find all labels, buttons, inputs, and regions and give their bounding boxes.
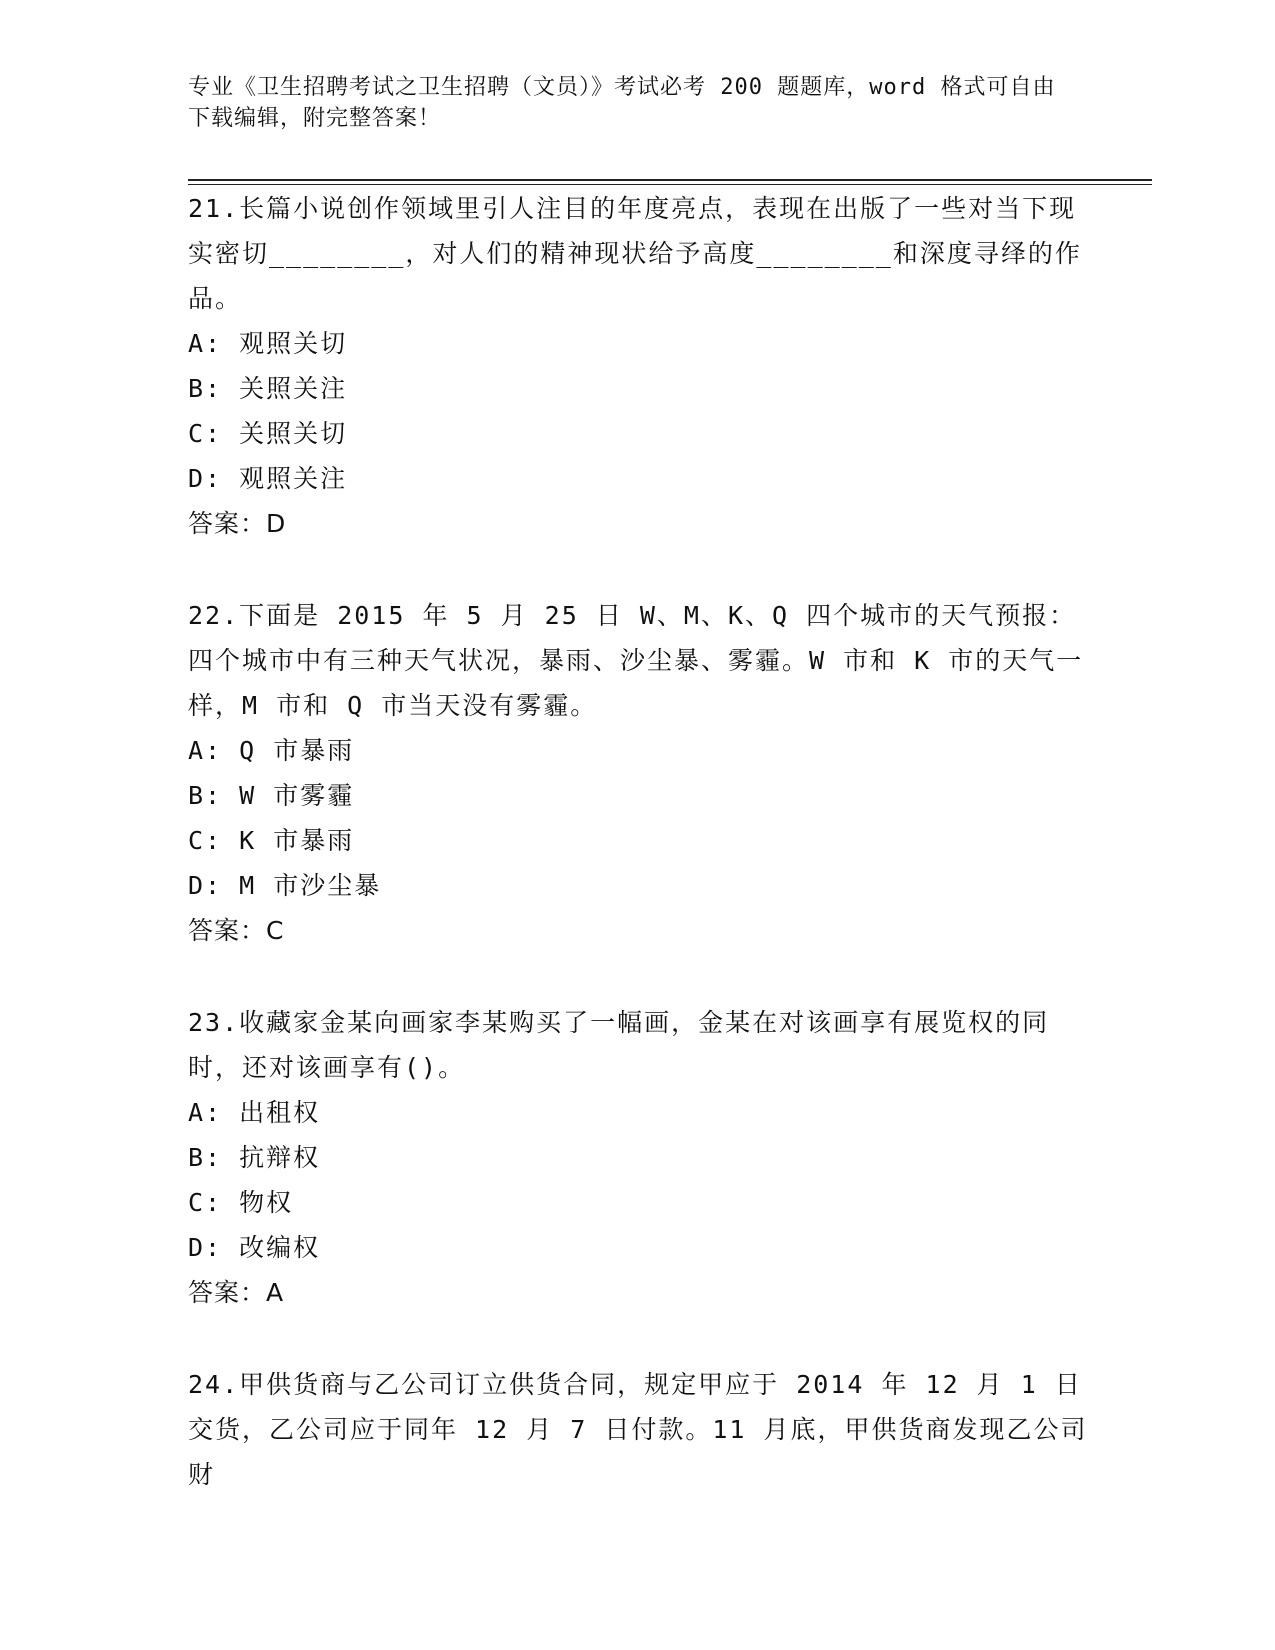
answer-label: 答案：D <box>188 509 287 538</box>
option-b: B: 关照关注 <box>188 374 348 403</box>
option-a: A: 出租权 <box>188 1098 321 1127</box>
option-c: C: K 市暴雨 <box>188 826 355 855</box>
option-a: A: Q 市暴雨 <box>188 736 355 765</box>
question-22 <box>188 593 1088 953</box>
answer-label: 答案：C <box>188 916 285 945</box>
question-text: 22.下面是 2015 年 5 月 25 日 W、M、K、Q 四个城市的天气预报：四个城市中有三种天气状况，暴雨、沙尘暴、雾霾。W 市和 K 市的天气一样，M 市和 Q 市当天没有雾霾。 <box>188 601 1084 720</box>
option-c: C: 物权 <box>188 1188 294 1217</box>
question-text: 21.长篇小说创作领域里引人注目的年度亮点，表现在出版了一些对当下现实密切________，对人们的精神现状给予高度________和深度寻绎的作品。 <box>188 194 1082 313</box>
header-divider-thick <box>188 179 1152 181</box>
option-d: D: 观照关注 <box>188 464 348 493</box>
question-21 <box>188 186 1088 546</box>
question-text: 24.甲供货商与乙公司订立供货合同，规定甲应于 2014 年 12 月 1 日交货，乙公司应于同年 12 月 7 日付款。11 月底，甲供货商发现乙公司财 <box>188 1370 1088 1489</box>
header-divider-thin <box>188 184 1152 185</box>
option-d: D: M 市沙尘暴 <box>188 871 382 900</box>
option-a: A: 观照关切 <box>188 329 348 358</box>
option-d: D: 改编权 <box>188 1233 321 1262</box>
question-23 <box>188 1000 1088 1315</box>
option-b: B: 抗辩权 <box>188 1143 321 1172</box>
option-b: B: W 市雾霾 <box>188 781 355 810</box>
answer-label: 答案：A <box>188 1278 285 1307</box>
document-header: 专业《卫生招聘考试之卫生招聘（文员）》考试必考 200 题题库，word 格式可自由下载编辑，附完整答案！ <box>188 75 1056 131</box>
question-text: 23.收藏家金某向画家李某购买了一幅画，金某在对该画享有展览权的同时，还对该画享有()。 <box>188 1008 1050 1082</box>
option-c: C: 关照关切 <box>188 419 348 448</box>
question-24 <box>188 1362 1088 1497</box>
